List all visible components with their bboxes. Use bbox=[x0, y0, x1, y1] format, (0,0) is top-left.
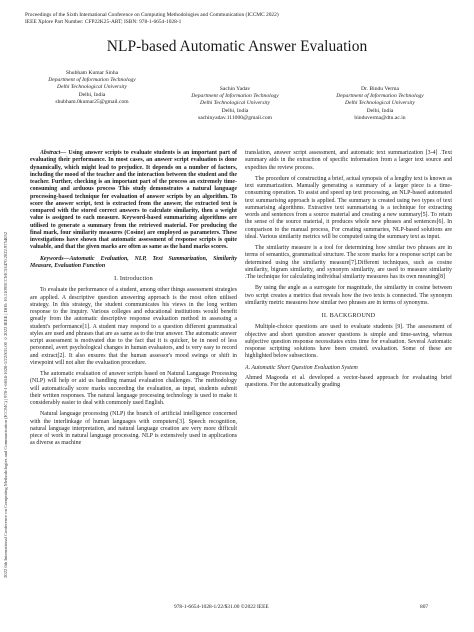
right-column bbox=[245, 150, 452, 393]
author-email: binduverma@dtu.ac.in bbox=[354, 114, 406, 121]
author-city: Delhi, India bbox=[221, 107, 249, 114]
footer-page-number: 807 bbox=[420, 604, 429, 610]
author-block-2 bbox=[165, 86, 305, 122]
intro-paragraph-3: Natural language processing (NLP) the branch of artificial intelligence concerned with the interlinkage of human languages with computers[3]. Speech recognition, natural language interpretation, and natural language creation are very more difficult piece of work in natural language processing. NLP is extensively used in applications as diverse as machine bbox=[30, 411, 237, 447]
author-department: Department of Information Technology bbox=[336, 93, 424, 100]
subsection-heading-a: A. Automatic Short Question Evaluation System bbox=[245, 364, 358, 371]
author-city: Delhi, India bbox=[78, 91, 106, 98]
author-email: sachinyadav.111000@gmail.com bbox=[198, 114, 272, 121]
doi-side-stamp: 2022 6th International Conference on Computing Methodologies and Communication (ICCMC) | 978-1-6654-1028-1/22/$31.00 ©2022 IEEE | DOI: 10.1109/ICCMC53470.2022.9754052 bbox=[3, 231, 8, 578]
author-institution: Delhi Technological University bbox=[344, 100, 415, 107]
footer-isbn: 978-1-6654-1028-1/22/$31.00 ©2022 IEEE bbox=[174, 604, 269, 610]
author-department: Department of Information Technology bbox=[191, 93, 279, 100]
cosine-paragraph: By using the angle as a surrogate for magnitude, the similarity in cosine between two script creates a metrics that reveals how the two texts is connected. The synonym similarity metric measures how similar two phrases are in terms of synonyms. bbox=[245, 285, 452, 306]
author-department: Department of Information Technology bbox=[48, 77, 136, 84]
paper-title: NLP-based Automatic Answer Evaluation bbox=[106, 38, 368, 55]
intro-paragraph-2: The automatic evaluation of answer scripts based on Natural Language Processing (NLP) will help or aid us handling manual evaluation challenges. The methodology will automatically score marks succeeding the evaluation, as input, students submit their written responses. The natural language processing technology is used to make it considerably easier to deal with commonly used English. bbox=[30, 371, 237, 406]
proceedings-line-1: Proceedings of the Sixth International Conference on Computing Methodologies and Communication (ICCMC 2022) bbox=[25, 12, 279, 18]
similarity-paragraph: The similarity measure is a tool for determining how similar two phrases are in terms of semantics, grammatical structure. The score marks for a response script can be determined using the similarity measure[7].Different techniques, such as cosine similarity, bigram similarity, and synonym similarity, are used to measure similarity .The technique for calculating individual similarity measures has its own meaning[8] bbox=[245, 245, 452, 280]
author-block-1 bbox=[22, 70, 162, 106]
summarization-paragraph: The procedure of constructing a brief, actual synopsis of a lengthy text is known as text summarization. Manually generating a summary of a larger piece is a time-consuming operation. To assist and speed up text processing, an NLP-based automated text summarising approach is applied. The summary is created using two types of text summarising algorithms. Extractive text summarising is a technique for extracting words and sentences from a source material and creating a new summary[5]. To retain the sense of the source material, it produces whole new phrases and sentences[6]. In comparison to the manual process, For creating summaries, NLP-based solutions are ideal. Various similarity metrics will be computed using the summary text as input. bbox=[245, 175, 452, 240]
author-institution: Delhi Technological University bbox=[199, 100, 270, 107]
intro-continued-paragraph: translation, answer script assessment, and automatic text summarization [3-4] .Text summary aids in the extraction of specific information from a larger text source and expedites the review process. bbox=[245, 150, 452, 171]
section-heading-introduction: I. Introduction bbox=[114, 275, 153, 282]
author-city: Delhi, India bbox=[366, 107, 394, 114]
keywords: Keywords—Automatic Evaluation, NLP, Text Summarization, Similarity Measure, Evaluation Function bbox=[30, 255, 237, 269]
author-name: Sachin Yadav bbox=[219, 86, 251, 92]
intro-paragraph-1: To evaluate the performance of a student, among other things assessment strategies are applied. A descriptive question answering approach is the most often utilised strategy. In this strategy, the student communicates his views in the long written response to the inquiry. Various colleges and educational institutions would benefit greatly from the automatic descriptive response evaluation method in assessing a student's performance[1]. A student may respond to a question different grammatical styles are used and phrases that are as same as to the true answer. The automatic answer script assessment is motivated due to the fact that it is quicker, be in need of less personnel, avert psychological changes in human evaluators, and is very easy to record and extract[2]. It also ensures that the human assessor's mood swings or shift in viewpoint will not alter the evaluation procedure. bbox=[30, 287, 237, 366]
abstract bbox=[30, 150, 237, 252]
left-column bbox=[30, 150, 237, 452]
author-block-3 bbox=[310, 86, 450, 122]
abstract-body: Using answer scripts to evaluate students is an important part of evaluating their performance. In most cases, an answer script evaluation is done dynamically, which might lead to prejudice. It depends on a number of factors, including the mood of the teacher and the interaction between the student and the teacher. Further, checking is an important part of the process an extremely time-consuming and arduous process This study demonstrates a natural language processing-based technique for evaluation of answer scripts by an algorithm. To score the answer script, text is extracted from the answer, the extracted text is compared with the stored correct answers to calculate similarity, then a weight value is assigned to each measure. Keyword-based summarizing algorithms are utilised to generate a summary from the retrieved material. For producing the final mark, four similarity measures (Cosine) are employed as parameters. These investigations have shown that automatic assessment of response scripts is quite valuable, and that the given marks are often as same as the hand marks scores. bbox=[30, 150, 237, 251]
author-name: Shubham Kumar Sinha bbox=[65, 70, 119, 76]
abstract-lead: Abstract— bbox=[40, 150, 67, 156]
background-paragraph: Multiple-choice questions are used to evaluate students [9]. The assessment of objective and short question answer questions is simple and time-saving, whereas subjective question response necessitates extra time for evaluation. Several Automatic response scripting solutions have been created. evaluation. Some of these are highlighted below subsections. bbox=[245, 324, 452, 360]
proceedings-line-2: IEEE Xplore Part Number: CFP22K25-ART; ISBN: 978-1-6654-1028-1 bbox=[25, 19, 182, 25]
author-email: shubham.0kumar25@gmail.com bbox=[55, 98, 129, 105]
proceedings-header bbox=[25, 12, 445, 26]
author-name: Dr. Bindu Verma bbox=[361, 86, 399, 92]
section-heading-background: II. BACKGROUND bbox=[321, 312, 376, 319]
author-institution: Delhi Technological University bbox=[56, 84, 127, 91]
subsection-a-paragraph: Ahmed Magooda et al. developed a vector-based approach for evaluating brief questions. For the automatically grading bbox=[245, 374, 452, 388]
